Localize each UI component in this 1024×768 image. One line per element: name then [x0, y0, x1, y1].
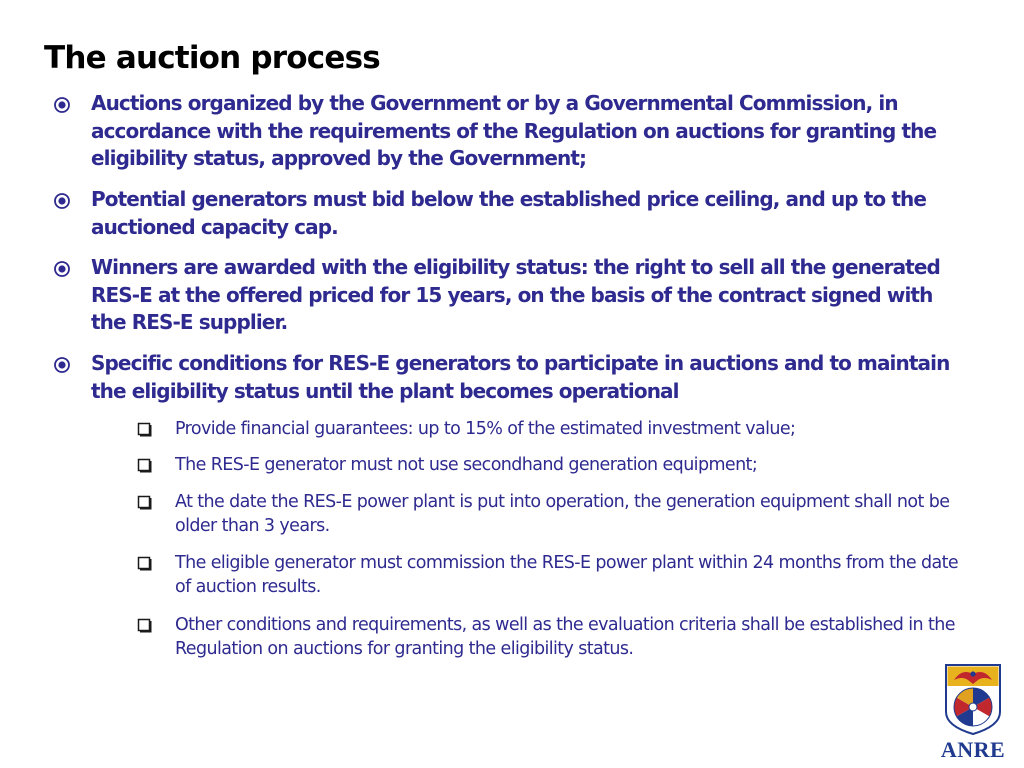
anre-logo	[932, 662, 1014, 762]
sub-bullet-financial-guarantees: Provide financial guarantees: up to 15% of the estimated investment value;	[175, 419, 796, 439]
checkbox-icon	[137, 495, 153, 511]
anre-logo-text: ANRE	[940, 737, 1006, 762]
bullet-potential-generators: Potential generators must bid below the established price ceiling, and up to the auctioned capacity cap.	[91, 187, 926, 239]
sub-bullet-other-conditions: Other conditions and requirements, as well as the evaluation criteria shall be established in the Regulation on auctions for granting the eligibility status.	[175, 615, 955, 659]
circled-bullet-icon	[52, 95, 72, 115]
circled-bullet-icon	[52, 355, 72, 375]
bullet-auctions-organized: Auctions organized by the Government or by a Governmental Commission, in accordance with the requirements of the Regulation on auctions for granting the eligibility status, approved by the Government;	[91, 91, 937, 170]
slide-title: The auction process	[44, 40, 380, 76]
sub-bullet-commission-deadline: The eligible generator must commission the RES-E power plant within 24 months from the date of auction results.	[175, 553, 959, 597]
checkbox-icon	[137, 556, 153, 572]
checkbox-icon	[137, 458, 153, 474]
anre-logo-icon	[932, 662, 1014, 762]
circled-bullet-icon	[52, 191, 72, 211]
bullet-specific-conditions: Specific conditions for RES-E generators to participate in auctions and to maintain the eligibility status until the plant becomes operational	[91, 351, 950, 403]
checkbox-icon	[137, 618, 153, 634]
bullet-winners-awarded: Winners are awarded with the eligibility status: the right to sell all the generated RES-E at the offered priced for 15 years, on the basis of the contract signed with the RES-E supplier.	[91, 255, 940, 334]
sub-bullet-equipment-age: At the date the RES-E power plant is put into operation, the generation equipment shall not be older than 3 years.	[175, 492, 950, 536]
sub-bullet-secondhand-equipment: The RES-E generator must not use secondhand generation equipment;	[175, 455, 758, 475]
circled-bullet-icon	[52, 259, 72, 279]
checkbox-icon	[137, 422, 153, 438]
